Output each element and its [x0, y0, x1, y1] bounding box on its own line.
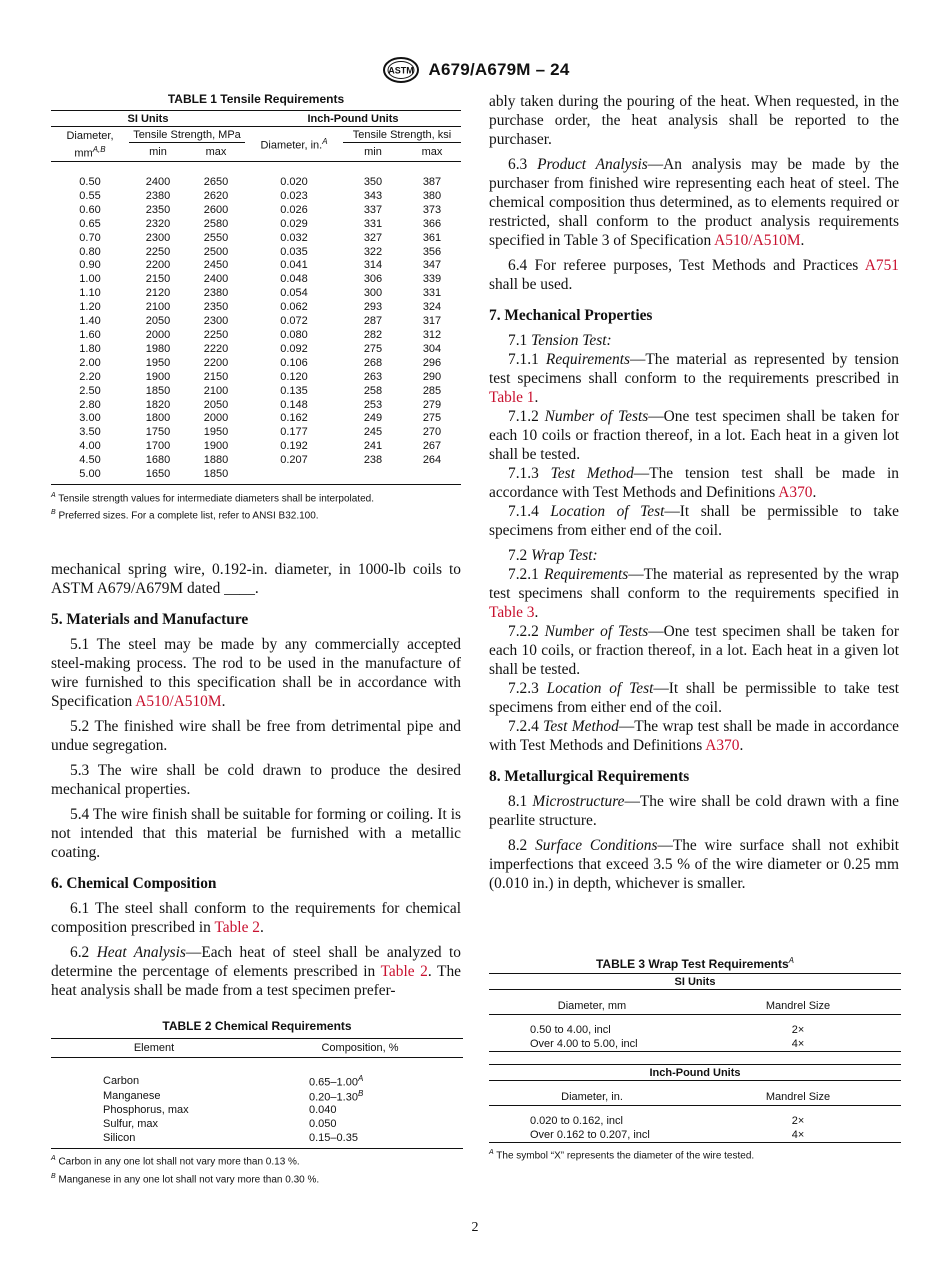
table-cell: 312: [422, 328, 442, 341]
table1-tensile-requirements: [51, 110, 461, 485]
table-cell: 279: [422, 398, 442, 411]
table3-footnotes: [489, 1146, 901, 1163]
table-cell: Over 4.00 to 5.00, incl: [530, 1038, 638, 1050]
table-cell: 2120: [145, 287, 171, 300]
composition-header: Composition, %: [321, 1042, 399, 1054]
table-cell: 2200: [203, 356, 229, 369]
table-row: [489, 1065, 901, 1081]
table-cell: 2400: [203, 273, 229, 286]
table-cell: 2250: [145, 245, 171, 258]
table3-wrap-test-requirements: [489, 973, 901, 1143]
table-cell: 0.032: [280, 231, 308, 244]
table-cell: 2300: [203, 315, 229, 328]
table-cell: 1950: [145, 356, 171, 369]
table-cell: 0.207: [280, 454, 308, 467]
table-cell: 1950: [203, 426, 229, 439]
table-cell: 0.65: [79, 217, 101, 230]
table-cell: 4.50: [79, 454, 101, 467]
si-units-group: SI Units: [51, 111, 245, 127]
para-7-2-1: 7.2.1 Requirements—The material as represented by the wrap test specimens shall conform to the requirements specified in Table 3.: [489, 566, 899, 621]
table-row: [51, 287, 461, 301]
table-cell: 314: [363, 259, 383, 272]
element-cell: Phosphorus, max: [103, 1104, 189, 1117]
para-7-1-1: 7.1.1 Requirements—The material as represented by tension test specimens shall conform to the requirements prescribed in Table 1.: [489, 351, 899, 406]
diameter-header: Diameter, mm: [557, 1000, 627, 1012]
table-cell: 2.20: [79, 370, 101, 383]
table-row: [489, 1114, 901, 1128]
para-7-2-2: 7.2.2 Number of Tests—One test specimen shall be taken for each 10 coils, or fraction thereof, in a lot. Each heat in a given lot shall be tested.: [489, 623, 899, 678]
link-a370[interactable]: A370: [705, 737, 740, 754]
para-7-2: 7.2 Wrap Test:: [508, 547, 598, 564]
table-cell: 275: [422, 412, 442, 425]
para-5-2: 5.2 The finished wire shall be free from detrimental pipe and undue segregation.: [51, 717, 461, 754]
table-cell: 0.072: [280, 315, 308, 328]
table-cell: 0.020: [280, 176, 308, 188]
table-cell: 296: [422, 356, 442, 369]
table-row: [51, 301, 461, 315]
table-cell: 245: [363, 426, 383, 439]
section-5-heading: 5. Materials and Manufacture: [51, 610, 249, 628]
para-7-2-3: 7.2.3 Location of Test—It shall be permissible to take test specimens from either end of the coil.: [489, 680, 899, 716]
para-7-1: 7.1 Tension Test:: [508, 332, 612, 349]
min-header: min: [149, 146, 167, 158]
table-cell: 0.023: [280, 189, 308, 202]
table-cell: 3.50: [79, 426, 101, 439]
table-cell: 2650: [203, 176, 229, 188]
table-row: [51, 176, 461, 190]
table-cell: 293: [363, 301, 383, 314]
table-cell: 264: [422, 454, 442, 467]
table-cell: 0.029: [280, 217, 308, 230]
diameter-in-header: Diameter, in.$^A$: [260, 136, 328, 152]
table-cell: [489, 1015, 901, 1024]
table-cell: 0.90: [79, 259, 101, 272]
table-cell: [489, 990, 901, 999]
table3-footnote-a: $^A$ The symbol “X” represents the diameter of the wire tested.: [489, 1149, 755, 1162]
para-6-2: 6.2 Heat Analysis—Each heat of steel shall be analyzed to determine the percentage of elements prescribed in Table 2. The heat analysis shall be made from a test specimen prefer-: [51, 943, 461, 999]
table-row: [51, 1089, 463, 1104]
table-cell: 2350: [203, 301, 229, 314]
table-row: [51, 399, 461, 413]
table-cell: 2000: [145, 328, 171, 341]
table1-footnote-a: $^A$ Tensile strength values for intermediate diameters shall be interpolated.: [51, 491, 375, 505]
para-7-1-4: 7.1.4 Location of Test—It shall be permissible to take specimens from either end of the coil.: [489, 503, 900, 539]
table-row: [51, 1103, 463, 1117]
composition-cell: $0.20-1.30^B$: [309, 1088, 364, 1104]
table-cell: 380: [422, 189, 442, 202]
mandrel-header: Mandrel Size: [765, 1000, 831, 1012]
table-cell: 4.00: [79, 440, 101, 453]
table-cell: 304: [422, 342, 442, 355]
table-cell: 287: [363, 315, 383, 328]
section-6-heading: 6. Chemical Composition: [51, 874, 217, 892]
table-row: [489, 974, 901, 990]
table-cell: 267: [422, 440, 442, 453]
table-cell: 2400: [145, 176, 171, 188]
section-7-heading: 7. Mechanical Properties: [489, 307, 653, 324]
para-7-1-3: 7.1.3 Test Method—The tension test shall be made in accordance with Test Methods and Definitions A370.: [489, 465, 899, 501]
table-cell: 2250: [203, 328, 229, 341]
table-cell: 258: [363, 384, 383, 397]
table-row: [51, 329, 461, 343]
max-header: max: [205, 146, 227, 158]
table-cell: 0.035: [280, 245, 308, 258]
right-column: [489, 92, 899, 899]
table-cell: 238: [363, 454, 383, 467]
table-cell: 2×: [791, 1024, 805, 1036]
composition-cell: 0.040: [309, 1104, 337, 1117]
table-cell: 285: [422, 384, 442, 397]
table-row: [51, 232, 461, 246]
table-cell: 1650: [145, 468, 171, 481]
para-8-1: 8.1 Microstructure—The wire shall be cold drawn with a fine pearlite structure.: [489, 793, 899, 829]
table-cell: 2580: [203, 217, 229, 230]
table-cell: 2×: [791, 1115, 805, 1127]
table-row: [489, 1128, 901, 1143]
table-cell: 2500: [203, 245, 229, 258]
table-row: [51, 1131, 463, 1149]
table-row: [489, 1106, 901, 1115]
table-row: [51, 315, 461, 329]
table-cell: 263: [363, 370, 383, 383]
table-row: [489, 1023, 901, 1037]
table-cell: 339: [422, 273, 442, 286]
table-cell: 0.054: [280, 287, 308, 300]
para-6-4: 6.4 For referee purposes, Test Methods and Practices A751 shall be used.: [489, 257, 899, 293]
table-row: [51, 385, 461, 399]
table-cell: 249: [363, 412, 383, 425]
element-cell: Carbon: [103, 1075, 140, 1088]
table-cell: 2100: [203, 384, 229, 397]
table3-caption: TABLE 3 Wrap Test Requirements$^A$: [595, 956, 795, 971]
table-row: [489, 990, 901, 999]
table-cell: 1900: [203, 440, 229, 453]
para-7-1-2: 7.1.2 Number of Tests—One test specimen shall be taken for each 10 coils or fraction thereof, in a lot. Each heat in a given lot shall be tested.: [489, 408, 899, 463]
table-cell: 0.080: [280, 328, 308, 341]
table-cell: 241: [363, 440, 383, 453]
page-header: [0, 56, 950, 84]
table-cell: 0.55: [79, 189, 101, 202]
table-row: [489, 1015, 901, 1024]
carry-over-paragraph-right: ably taken during the pouring of the heat. When requested, in the purchase order, the heat analysis shall be reported to the purchaser.: [489, 93, 899, 148]
table-cell: 2350: [145, 203, 171, 216]
min-header: min: [364, 146, 382, 158]
table-cell: 275: [363, 342, 383, 355]
table-cell: 2.50: [79, 384, 101, 397]
link-a370[interactable]: A370: [778, 484, 813, 501]
table-cell: 1700: [145, 440, 171, 453]
inch-pound-units-group: Inch-Pound Units: [245, 111, 461, 127]
tensile-mpa-header: Tensile Strength, MPa: [129, 127, 245, 143]
element-header: Element: [133, 1042, 175, 1054]
table-row: [51, 454, 461, 468]
table-cell: 0.80: [79, 245, 101, 258]
table-cell: 2600: [203, 203, 229, 216]
table-cell: 361: [422, 231, 442, 244]
max-header: max: [421, 146, 443, 158]
table-cell: 300: [363, 287, 383, 300]
table-cell: 0.50: [79, 176, 101, 188]
table-cell: 1.00: [79, 273, 101, 286]
table-cell: 324: [422, 301, 442, 314]
table-cell: 270: [422, 426, 442, 439]
page-number: 2: [471, 1220, 479, 1235]
table-cell: 2000: [203, 412, 229, 425]
table-cell: 2150: [203, 370, 229, 383]
table2-block: [51, 1019, 463, 1187]
table-cell: [489, 1052, 901, 1065]
table-cell: 331: [422, 287, 442, 300]
astm-logo-icon: [381, 56, 421, 84]
element-cell: Manganese: [103, 1089, 161, 1102]
table1-footnote-b: $^B$ Preferred sizes. For a complete list, refer to ANSI B32.100.: [51, 509, 319, 522]
table-row: [51, 246, 461, 260]
table-cell: 1850: [203, 468, 229, 481]
table-cell: 5.00: [79, 468, 101, 481]
table-cell: 2200: [145, 259, 171, 272]
table-cell: 1820: [145, 398, 171, 411]
table-cell: 337: [363, 203, 383, 216]
link-a510[interactable]: A510/A510M: [135, 692, 222, 710]
link-a751[interactable]: A751: [864, 257, 899, 274]
table-cell: 0.148: [280, 398, 308, 411]
table-cell: 1850: [145, 384, 171, 397]
table-row: [51, 190, 461, 204]
table-row: [51, 1074, 463, 1089]
table-row: [51, 440, 461, 454]
table-cell: 253: [363, 398, 383, 411]
table-cell: 1.80: [79, 342, 101, 355]
table-cell: 2300: [145, 231, 171, 244]
link-table-2[interactable]: Table 2: [214, 918, 260, 936]
para-6-3: 6.3 Product Analysis—An analysis may be made by the purchaser from finished wire representing each heat of steel. The chemical composition thus determined, as to elements required or restricted, shall conform to the product analysis requirements specified in Table 3 of Specification A510/A510M.: [489, 156, 899, 249]
table-cell: [403, 468, 461, 484]
table-row: [51, 371, 461, 385]
table-row: [51, 343, 461, 357]
table-row: [51, 1117, 463, 1131]
table2-footnote-a: $^A$ Carbon in any one lot shall not vary more than 0.13 %.: [51, 1155, 300, 1168]
table3-block: [489, 956, 901, 1163]
table-cell: 2380: [145, 189, 171, 202]
table-cell: 387: [422, 176, 442, 188]
para-8-2: 8.2 Surface Conditions—The wire surface shall not exhibit imperfections that exceed 3.5 % of the wire diameter or 0.25 mm (0.010 in.) in depth, whichever is smaller.: [489, 837, 900, 892]
table-cell: 0.120: [280, 370, 308, 383]
table-row: [489, 1052, 901, 1065]
table-cell: 2150: [145, 273, 171, 286]
inch-pound-units-group: Inch-Pound Units: [649, 1066, 741, 1079]
table-cell: 0.062: [280, 301, 308, 314]
table-cell: 0.50 to 4.00, incl: [530, 1024, 611, 1036]
element-cell: Silicon: [103, 1132, 136, 1145]
table-cell: [343, 468, 403, 484]
para-5-1: 5.1 The steel may be made by any commercially accepted steel-making process. The rod to be used in the manufacture of wire furnished to this specification shall be in accordance with Specification A510/A510M.: [51, 635, 461, 710]
table-cell: [489, 1106, 901, 1115]
table-cell: 4×: [791, 1038, 805, 1050]
link-table-1[interactable]: Table 1: [489, 389, 535, 406]
table-cell: 322: [363, 245, 383, 258]
table-cell: 2.00: [79, 356, 101, 369]
table-cell: 2550: [203, 231, 229, 244]
diameter-header: Diameter, in.: [561, 1091, 623, 1103]
table-cell: 306: [363, 273, 383, 286]
left-column: [51, 92, 461, 1006]
table1-footnotes: [51, 489, 461, 524]
para-7-2-4: 7.2.4 Test Method—The wrap test shall be made in accordance with Test Methods and Definitions A370.: [489, 718, 900, 754]
table-cell: 2450: [203, 259, 229, 272]
table-cell: 1680: [145, 454, 171, 467]
table-cell: 1880: [203, 454, 229, 467]
table-cell: 373: [422, 203, 442, 216]
table-row: [51, 273, 461, 287]
table-cell: [489, 1081, 901, 1090]
table-row: [51, 259, 461, 273]
table-cell: 0.106: [280, 356, 308, 369]
svg-text:ASTM: ASTM: [387, 65, 414, 76]
link-a510[interactable]: A510/A510M: [714, 232, 801, 249]
table-row: [489, 998, 901, 1015]
table-row: [489, 1081, 901, 1090]
composition-cell: 0.050: [309, 1118, 337, 1131]
para-6-1: 6.1 The steel shall conform to the requirements for chemical composition prescribed in Table 2.: [51, 899, 461, 936]
mandrel-header: Mandrel Size: [765, 1091, 831, 1103]
table-cell: 343: [363, 189, 383, 202]
table-cell: 356: [422, 245, 442, 258]
table-cell: 2050: [145, 315, 171, 328]
element-cell: Sulfur, max: [103, 1118, 159, 1131]
table2-footnotes: [51, 1152, 463, 1187]
table-cell: 2620: [203, 189, 229, 202]
table-cell: 0.092: [280, 342, 308, 355]
table-row: [51, 426, 461, 440]
para-5-4: 5.4 The wire finish shall be suitable for forming or coiling. It is not intended that this material be furnished with a metallic coating.: [51, 805, 461, 861]
table-cell: 0.026: [280, 203, 308, 216]
table-cell: 1.40: [79, 315, 101, 328]
table-cell: 2380: [203, 287, 229, 300]
table-cell: 0.70: [79, 231, 101, 244]
table-cell: 366: [422, 217, 442, 230]
table2-chemical-requirements: [51, 1038, 463, 1149]
table-cell: 317: [422, 315, 442, 328]
table-cell: 0.60: [79, 203, 101, 216]
designation-title: A679/A679M – 24: [428, 60, 570, 79]
table-cell: 2100: [145, 301, 171, 314]
table-cell: 1900: [145, 370, 171, 383]
table-cell: 1.60: [79, 328, 101, 341]
para-5-3: 5.3 The wire shall be cold drawn to produce the desired mechanical properties.: [51, 761, 461, 798]
table-row: [51, 204, 461, 218]
table-cell: 327: [363, 231, 383, 244]
table-cell: 4×: [791, 1129, 805, 1141]
table-cell: 350: [363, 176, 383, 188]
carry-over-paragraph: mechanical spring wire, 0.192-in. diameter, in 1000-lb coils to ASTM A679/A679M dated ____.: [51, 560, 461, 597]
table-cell: [245, 468, 343, 484]
diameter-mm-header: Diameter, $mm^{A,B}$: [66, 129, 114, 160]
table-cell: 3.00: [79, 412, 101, 425]
si-units-group: SI Units: [674, 975, 716, 988]
composition-cell: 0.15–0.35: [309, 1132, 358, 1145]
table2-caption: TABLE 2 Chemical Requirements: [162, 1019, 352, 1033]
table-row: [51, 468, 461, 484]
table-cell: 0.135: [280, 384, 308, 397]
table-cell: 268: [363, 356, 383, 369]
table-row: [51, 218, 461, 232]
table-cell: 0.020 to 0.162, incl: [530, 1115, 623, 1127]
table-cell: 1800: [145, 412, 171, 425]
table-row: [489, 1089, 901, 1106]
table-cell: 282: [363, 328, 383, 341]
table-cell: 347: [422, 259, 442, 272]
table-cell: 290: [422, 370, 442, 383]
table-cell: 2.80: [79, 398, 101, 411]
table-cell: 1.10: [79, 287, 101, 300]
table-cell: 0.041: [280, 259, 308, 272]
table1-caption: TABLE 1 Tensile Requirements: [167, 92, 345, 106]
table-row: [51, 357, 461, 371]
table-cell: 0.177: [280, 426, 308, 439]
composition-cell: $0.65-1.00^A$: [309, 1074, 364, 1089]
table-cell: Over 0.162 to 0.207, incl: [530, 1129, 650, 1141]
table-cell: 2220: [203, 342, 229, 355]
table-row: [489, 1037, 901, 1052]
tensile-ksi-header: Tensile Strength, ksi: [343, 127, 461, 143]
table-cell: 1.20: [79, 301, 101, 314]
table-cell: 0.192: [280, 440, 308, 453]
table-cell: 0.162: [280, 412, 308, 425]
section-8-heading: 8. Metallurgical Requirements: [489, 768, 690, 785]
table-cell: 2320: [145, 217, 171, 230]
table-cell: 1750: [145, 426, 171, 439]
table-cell: 331: [363, 217, 383, 230]
table-cell: 1980: [145, 342, 171, 355]
table-row: [51, 412, 461, 426]
table2-footnote-b: $^B$ Manganese in any one lot shall not vary more than 0.30 %.: [51, 1172, 320, 1185]
link-table-2[interactable]: Table 2: [380, 962, 428, 980]
table-cell: 0.048: [280, 273, 308, 286]
link-table-3[interactable]: Table 3: [489, 604, 535, 621]
table-cell: 2050: [203, 398, 229, 411]
